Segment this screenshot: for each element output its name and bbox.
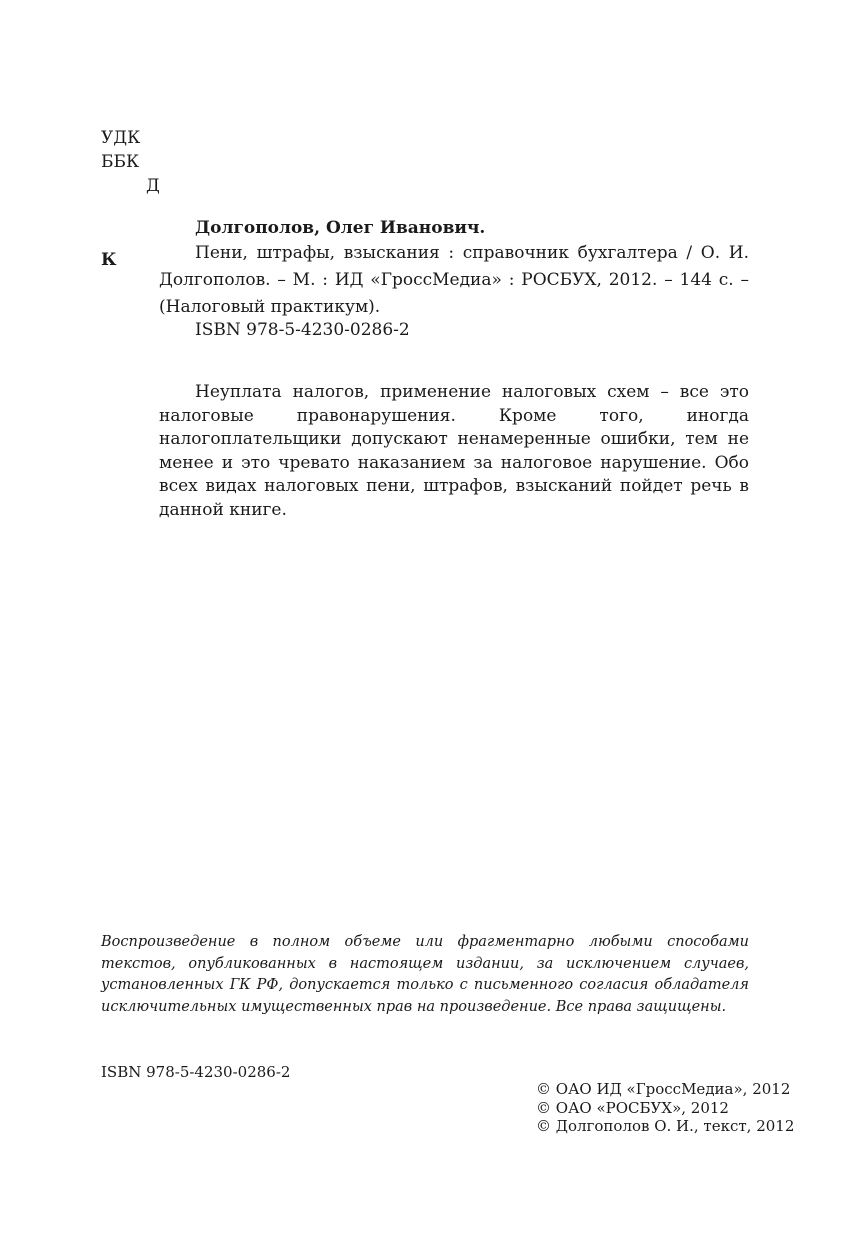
- rights-notice: Воспроизведение в полном объеме или фрагментарно любыми способами текстов, опубликованных в настоящем издании, за исключением случаев, установленных ГК РФ, допускается только с письменного согласия обладателя исключительных имущественных прав на произведение. Все права защищены.: [101, 934, 749, 1015]
- copyright-line: © ОАО ИД «ГроссМедиа», 2012: [536, 1080, 791, 1098]
- book-annotation: Неуплата налогов, применение налоговых схем – все это налоговые правонарушения. Кроме того, иногда налогоплательщики допускают ненамеренные ошибки, тем не менее и это чревато наказанием за налоговое нарушение. Обо всех видах налоговых пени, штрафов, взысканий пойдет речь в данной книге.: [159, 382, 749, 520]
- author-code-label: К: [101, 250, 117, 270]
- isbn-record: ISBN 978-5-4230-0286-2: [195, 320, 410, 340]
- copyright-line: © Долгополов О. И., текст, 2012: [536, 1117, 795, 1135]
- udk-label: УДК: [101, 128, 141, 148]
- isbn-footer: ISBN 978-5-4230-0286-2: [101, 1063, 291, 1081]
- bibliographic-description: Пени, штрафы, взыскания : справочник бухгалтера / О. И. Долгополов. – М. : ИД «ГроссМедиа» : РОСБУХ, 2012. – 144 с. – (Налоговый практикум).: [159, 243, 749, 317]
- copyright-line: © ОАО «РОСБУХ», 2012: [536, 1098, 729, 1117]
- author-sign-label: Д: [146, 176, 160, 196]
- copyright-block: [536, 1080, 794, 1136]
- author-name: Долгополов, Олег Иванович.: [195, 218, 486, 238]
- bbk-label: ББК: [101, 152, 140, 172]
